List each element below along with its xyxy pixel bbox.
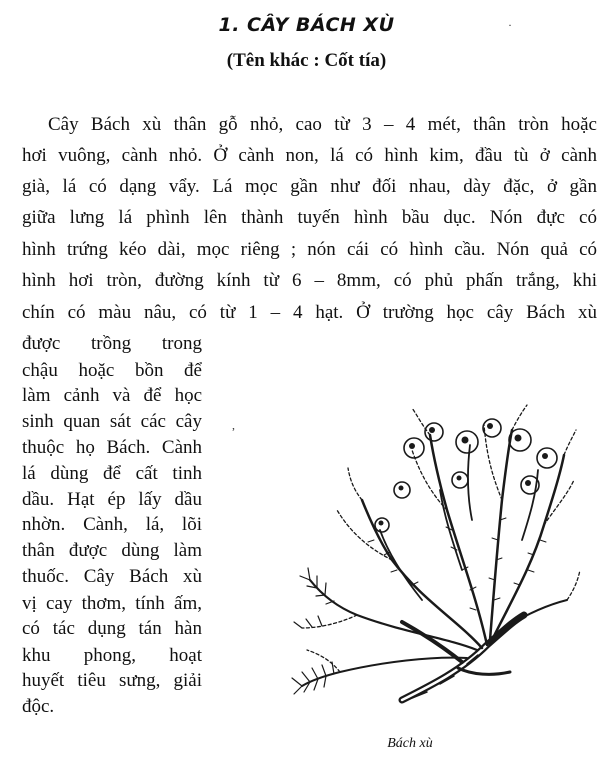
paragraph-line: hình hơi tròn, đường kính từ 6 – 8mm, có phủ phấn trắng, khi xyxy=(22,270,597,291)
paragraph-line: hơi vuông, cành nhỏ. Ở cành non, lá có hình kim, đầu tù ở cành xyxy=(22,145,597,166)
print-speck: · xyxy=(508,18,512,32)
column-text-line: độc. xyxy=(22,696,55,717)
paragraph-line: Cây Bách xù thân gỗ nhỏ, cao từ 3 – 4 mét, thân tròn hoặc xyxy=(48,114,597,135)
column-text-line: dầu. Hạt ép lấy dầu xyxy=(22,489,202,510)
column-text-line: thuốc. Cây Bách xù xyxy=(22,566,202,587)
section-title: 1. CÂY BÁCH XÙ xyxy=(218,14,395,36)
column-text-line: lá dùng để cất tinh xyxy=(22,463,202,484)
column-text-line: khu phong, hoạt xyxy=(22,645,202,666)
print-speck: , xyxy=(232,418,235,432)
column-text-line: thuộc họ Bách. Cành xyxy=(22,437,202,458)
column-text-line: huyết tiêu sưng, giải xyxy=(22,670,202,691)
column-text-line: vị cay thơm, tính ấm, xyxy=(22,593,202,614)
paragraph-line: giữa lưng lá phình lên thành tuyến hình bầu dục. Nón đực có xyxy=(22,207,597,228)
section-subtitle: (Tên khác : Cốt tía) xyxy=(226,50,387,71)
column-text-line: có tác dụng tán hàn xyxy=(22,618,202,639)
column-text-line: sinh quan sát các cây xyxy=(22,411,202,432)
paragraph-line: chín có màu nâu, có từ 1 – 4 hạt. Ở trường học cây Bách xù xyxy=(22,302,597,323)
column-text-line: nhờn. Cành, lá, lõi xyxy=(22,514,202,535)
figure-caption: Bách xù xyxy=(387,736,433,751)
column-text-line: làm cảnh và để học xyxy=(22,385,202,406)
column-text-line: được trồng trong xyxy=(22,333,202,354)
juniper-branch-illustration xyxy=(262,400,582,710)
paragraph-line: già, lá có dạng vẩy. Lá mọc gần như đối nhau, dày đặc, ở gần xyxy=(22,176,597,197)
column-text-line: thân được dùng làm xyxy=(22,540,202,561)
paragraph-line: hình trứng kéo dài, mọc riêng ; nón cái có hình cầu. Nón quả có xyxy=(22,239,597,260)
column-text-line: chậu hoặc bồn để xyxy=(22,360,202,381)
